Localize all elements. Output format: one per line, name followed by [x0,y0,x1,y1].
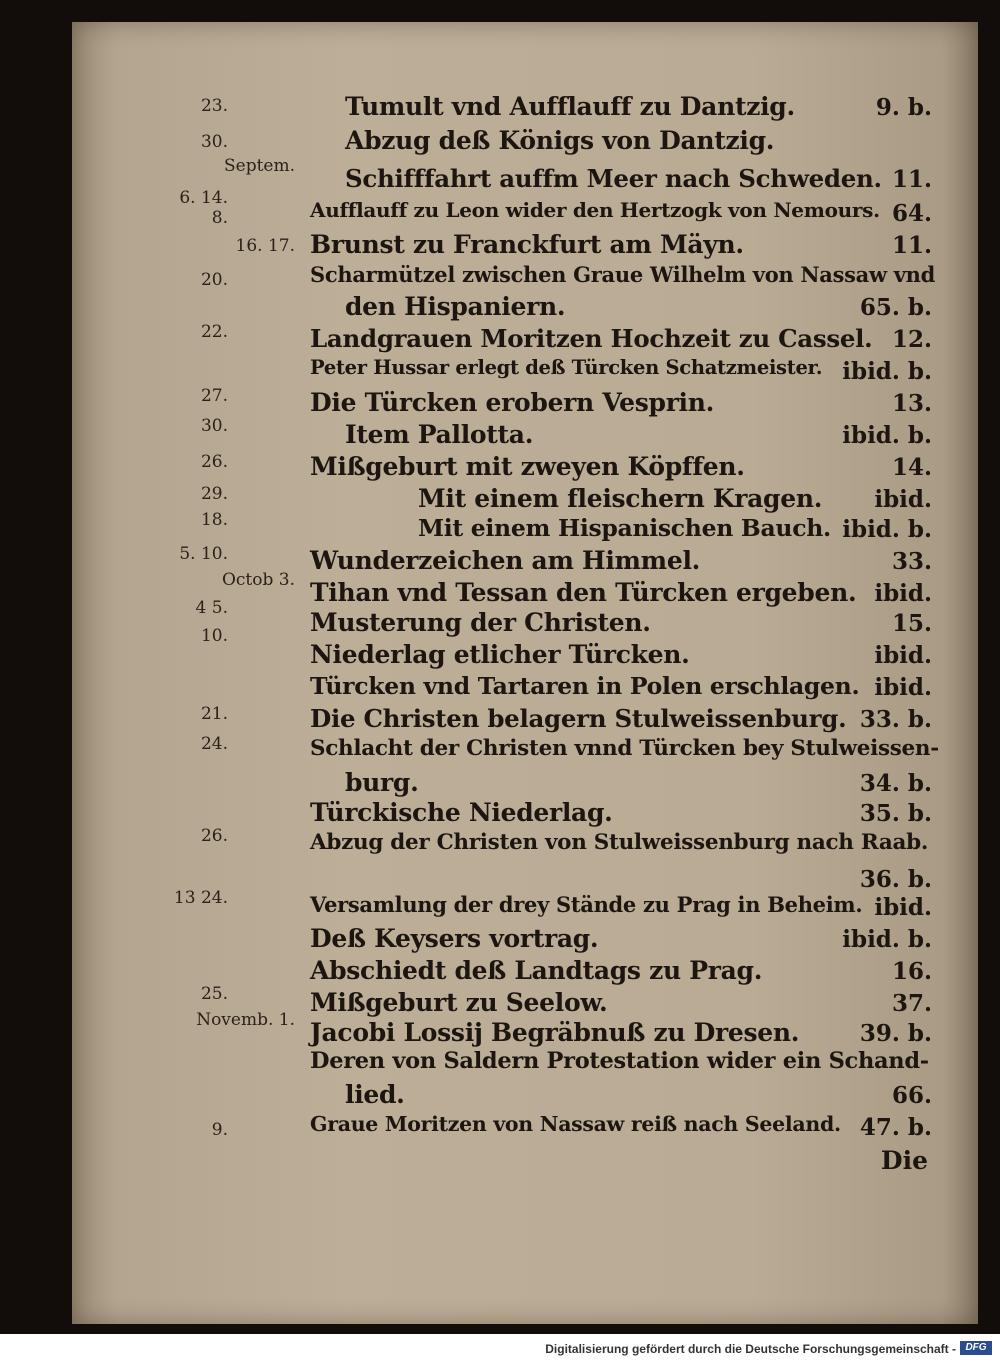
entry-text: Graue Moritzen von Nassaw reiß nach Seeland. [310,1112,841,1136]
entry-text: Deß Keysers vortrag. [310,924,599,953]
entry-text: Mißgeburt mit zweyen Köpffen. [310,452,745,481]
entry-date: 26. [200,826,228,846]
entry-text: Brunst zu Franckfurt am Mäyn. [310,230,744,259]
entry-date: 29. [200,484,228,504]
entry-date: 25. [200,984,228,1004]
entry-row [0,888,1000,926]
entry-page-ref: ibid. b. [842,516,932,543]
entry-row [0,230,1000,264]
entry-text: Item Pallotta. [345,420,534,449]
catchword: Die [880,1146,928,1175]
entry-row [0,92,1000,126]
entry-date: 5. 10. [179,544,228,564]
entry-text: Schlacht der Christen vnnd Türcken bey Stulweissen- [310,736,939,761]
entry-date: 24. [200,734,228,754]
entry-page-ref: 33. [891,548,932,575]
footer-bar [0,1334,1000,1362]
entry-row [0,704,1000,738]
entry-text: Musterung der Christen. [310,608,651,637]
entry-date: 30. [200,132,228,152]
entry-text: Versamlung der drey Stände zu Prag in Beheim. [310,892,863,917]
entry-page-ref: 37. [891,990,932,1017]
entry-date: 6. 14. [179,188,228,208]
entry-date: Septem. [223,156,295,176]
entry-text: Deren von Saldern Protestation wider ein Schand- [310,1048,929,1074]
entry-page-ref: 34. b. [859,770,932,797]
entry-row [0,1112,1000,1146]
entry-text: Aufflauff zu Leon wider den Hertzogk von Nemours. [310,198,880,222]
entry-date: 16. 17. [235,236,295,256]
entry-row [0,672,1000,706]
entry-row [0,1010,1000,1052]
entry-date: 8. [211,208,228,228]
entry-page-ref: 36. b. [859,866,932,893]
entry-text: Schifffahrt auffm Meer nach Schweden. [345,164,882,193]
entry-date: 4 5. [195,598,228,618]
entry-row [0,1080,1000,1114]
entry-date: Novemb. 1. [196,1010,295,1030]
entry-text: Tihan vnd Tessan den Türcken ergeben. [310,578,857,607]
entry-date: Octob 3. [221,570,295,590]
entry-text: Jacobi Lossij Begräbnuß zu Dresen. [310,1018,800,1047]
entry-page-ref: 11. [891,232,932,259]
entry-text: Die Türcken erobern Vesprin. [310,388,715,417]
entry-page-ref: ibid. [874,894,932,921]
entry-page-ref: 65. b. [859,294,932,321]
entry-page-ref: 66. [891,1082,932,1109]
entry-page-ref: 14. [891,454,932,481]
entry-text: Scharmützel zwischen Graue Wilhelm von Nassaw vnd [310,262,935,287]
entry-date: 10. [200,626,228,646]
entry-text: Türcken vnd Tartaren in Polen erschlagen. [310,672,860,700]
entry-text: Niederlag etlicher Türcken. [310,640,690,669]
entry-text: Die Christen belagern Stulweissenburg. [310,704,847,733]
entry-row [0,510,1000,548]
footer-text: Digitalisierung gefördert durch die Deutsche Forschungsgemeinschaft - [545,1342,956,1356]
entry-row [0,198,1000,232]
entry-page-ref: 47. b. [859,1114,932,1141]
entry-text: Türckische Niederlag. [310,798,613,827]
entry-date: 27. [200,386,228,406]
entry-date: 21. [200,704,228,724]
entry-text: Landgrauen Moritzen Hochzeit zu Cassel. [310,324,873,353]
entry-date: 30. [200,416,228,436]
entry-text: Tumult vnd Aufflauff zu Dantzig. [345,92,795,121]
entry-page-ref: 64. [891,200,932,227]
entry-date: 13 24. [173,888,228,908]
entry-row [0,416,1000,454]
entry-page-ref: 12. [891,326,932,353]
entry-text: Mißgeburt zu Seelow. [310,988,608,1017]
entry-row [0,924,1000,958]
entry-page-ref: ibid. b. [842,358,932,385]
entry-page-ref: 35. b. [859,800,932,827]
entry-date: 26. [200,452,228,472]
entry-row [0,1048,1000,1082]
entry-date: 18. [200,510,228,530]
entry-page-ref: ibid. [874,642,932,669]
entry-date: 22. [200,322,228,342]
entry-row [0,356,1000,390]
entry-text: Abzug der Christen von Stulweissenburg nach Raab. [310,830,929,855]
entry-page-ref: ibid. b. [842,422,932,449]
entry-row [0,262,1000,296]
entry-date: 23. [200,96,228,116]
entry-text: den Hispaniern. [345,292,566,321]
entry-row [0,768,1000,802]
entry-page-ref: 13. [891,390,932,417]
entry-text: Abschiedt deß Landtags zu Prag. [310,956,763,985]
entry-text: Wunderzeichen am Himmel. [310,546,701,575]
entry-date: 20. [200,270,228,290]
entry-page-ref: 39. b. [859,1020,932,1047]
entry-text: Mit einem fleischern Kragen. [418,484,823,513]
entry-page-ref: ibid. [874,486,932,513]
entry-row [0,324,1000,358]
entry-row [0,736,1000,770]
entry-text: lied. [345,1080,405,1109]
entry-text: Peter Hussar erlegt deß Türcken Schatzmeister. [310,356,823,379]
entry-page-ref: 16. [891,958,932,985]
entry-page-ref: 15. [891,610,932,637]
dfg-logo: DFG [960,1341,992,1355]
entry-page-ref: ibid. b. [842,926,932,953]
entry-page-ref: ibid. [874,674,932,701]
entry-row [0,452,1000,486]
entry-date: 9. [211,1120,228,1140]
entry-text: Mit einem Hispanischen Bauch. [418,514,831,542]
entry-row [0,626,1000,674]
entry-text: Abzug deß Königs von Dantzig. [345,126,775,155]
entry-text: burg. [345,768,419,797]
entry-row [0,826,1000,864]
entry-page-ref: 9. b. [875,94,932,121]
entry-page-ref: 11. [891,166,932,193]
entry-page-ref: 33. b. [859,706,932,733]
entry-page-ref: ibid. [874,580,932,607]
entry-row [0,292,1000,326]
